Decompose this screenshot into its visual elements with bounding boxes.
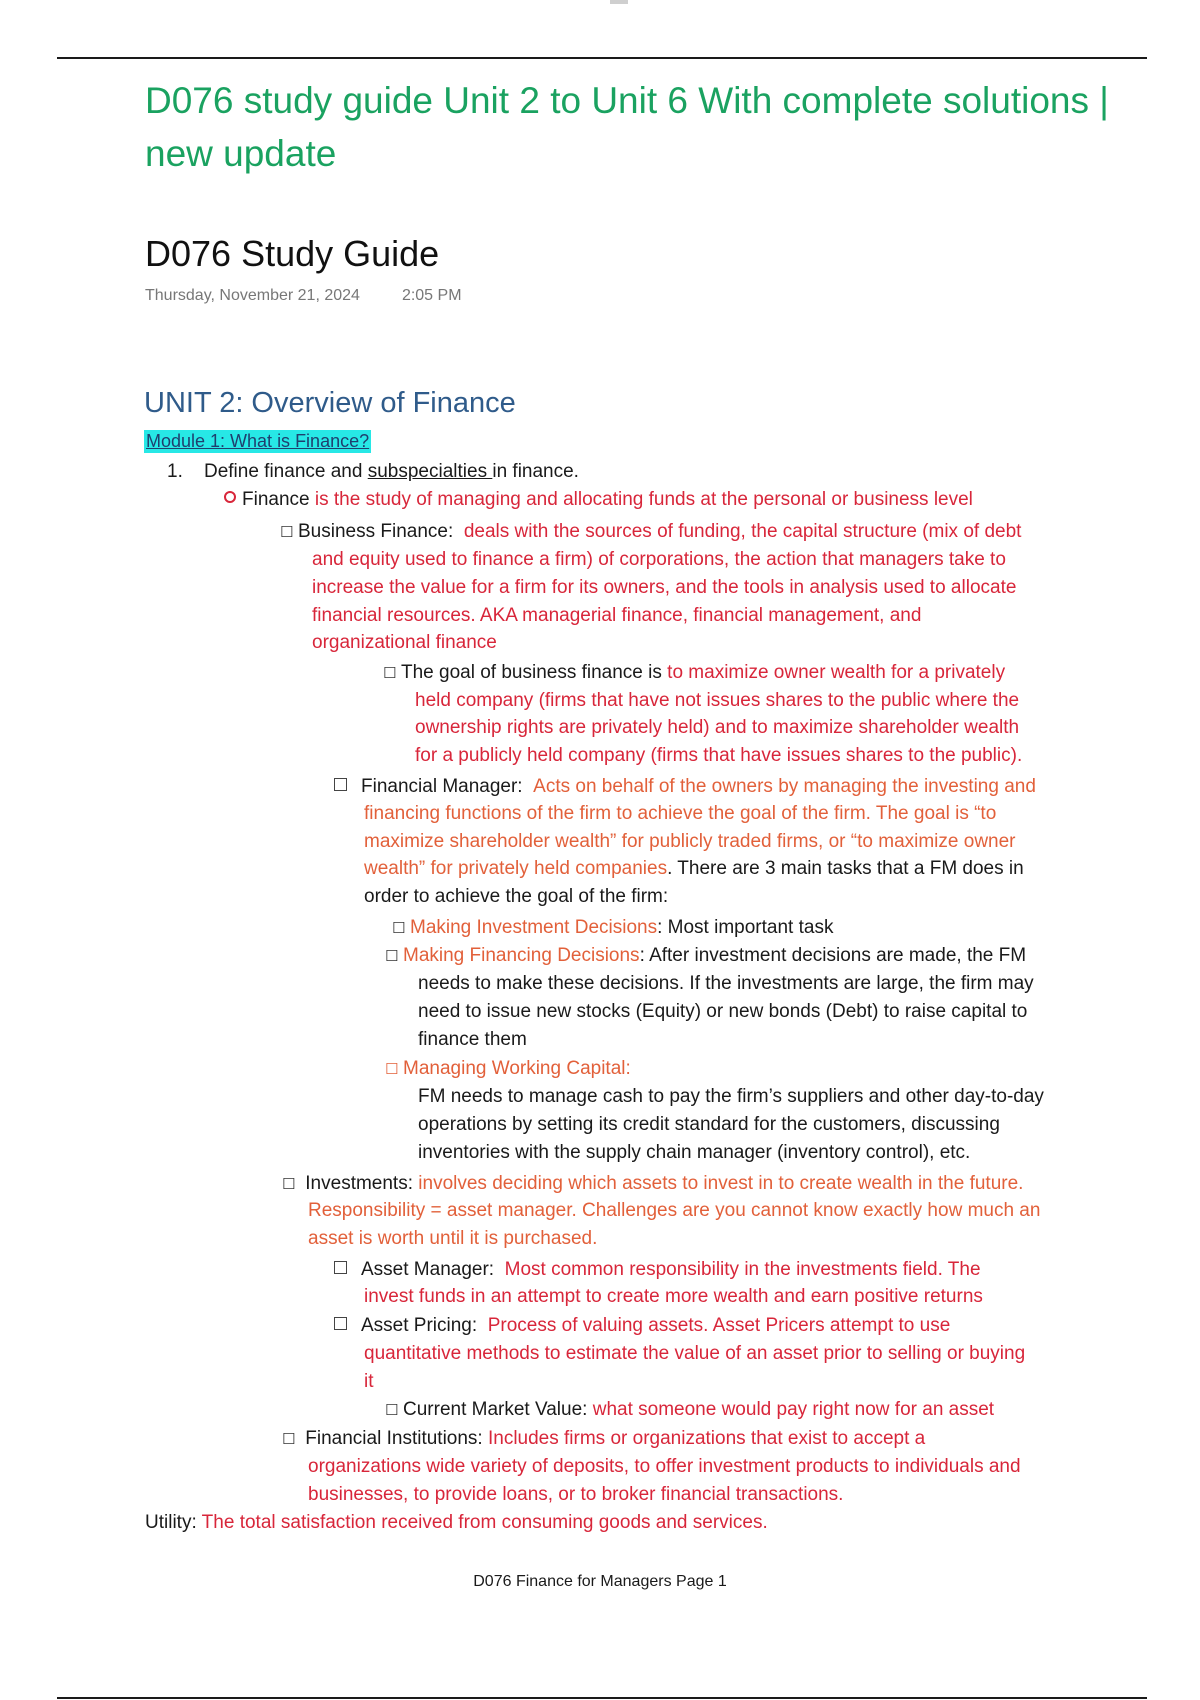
module-heading: Module 1: What is Finance?	[146, 431, 370, 451]
financial-institutions-line-3: businesses, to provide loans, or to broker financial transactions.	[308, 1484, 844, 1505]
task-financing-decisions-line-3: need to issue new stocks (Equity) or new bonds (Debt) to raise capital to	[418, 1001, 1028, 1022]
financial-manager-line-4: wealth” for privately held companies. There are 3 main tasks that a FM does in	[364, 858, 1024, 879]
asset-manager-line-1: Asset Manager: Most common responsibility in the investments field. The	[334, 1258, 981, 1282]
goal-line-4: for a publicly held company (firms that have issues shares to the public).	[415, 745, 1023, 766]
bullet-circle-icon	[224, 491, 236, 503]
asset-pricing-line-1: Asset Pricing: Process of valuing assets. Asset Pricers attempt to use	[334, 1314, 950, 1338]
business-finance-line-5: organizational finance	[312, 632, 497, 653]
financial-institutions-line-1: ☐ Financial Institutions: Includes firms or organizations that exist to accept a	[282, 1427, 925, 1452]
page-footer: D076 Finance for Managers Page 1	[473, 1573, 727, 1590]
missing-glyph-icon: ☐	[392, 920, 406, 937]
financial-manager-line-1: Financial Manager: Acts on behalf of the owners by managing the investing and	[334, 775, 1036, 799]
asset-manager-line-2: invest funds in an attempt to create more wealth and earn positive returns	[364, 1286, 983, 1307]
note-metadata	[145, 287, 462, 305]
missing-glyph-icon: ☐	[282, 1431, 296, 1448]
business-finance-line-3: increase the value for a firm for its owners, and the tools in analysis used to allocate	[312, 577, 1017, 598]
question-1: 1. Define finance and subspecialties in finance.	[167, 461, 579, 482]
financial-manager-line-3: maximize shareholder wealth” for publicly traded firms, or “to maximize owner	[364, 831, 1016, 852]
task-working-capital: ☐ Managing Working Capital:	[385, 1057, 631, 1082]
missing-glyph-icon: ☐	[385, 1402, 399, 1419]
item-number: 1.	[167, 461, 183, 482]
asset-pricing-line-3: it	[364, 1371, 374, 1392]
financial-manager-line-5: order to achieve the goal of the firm:	[364, 886, 669, 907]
investments-line-2: Responsibility = asset manager. Challenges are you cannot know exactly how much an	[308, 1200, 1041, 1221]
business-finance-line-4: financial resources. AKA managerial finance, financial management, and	[312, 605, 922, 626]
working-capital-line-2: operations by setting its credit standard for the customers, discussing	[418, 1114, 1000, 1135]
current-market-value: ☐ Current Market Value: what someone would pay right now for an asset	[385, 1398, 994, 1423]
square-bullet-icon	[334, 1317, 347, 1330]
note-time: 2:05 PM	[401, 287, 462, 304]
goal-line-1: ☐ The goal of business finance is to maximize owner wealth for a privately	[383, 661, 1005, 686]
goal-line-2: held company (firms that have not issues shares to the public where the	[415, 690, 1020, 711]
top-page-marker	[610, 0, 628, 4]
missing-glyph-icon: ☐	[280, 524, 294, 541]
missing-glyph-icon: ☐	[385, 1061, 399, 1078]
financial-manager-line-2: financing functions of the firm to achieve the goal of the firm. The goal is “to	[364, 803, 997, 824]
document-title: D076 study guide Unit 2 to Unit 6 With complete solutions | new update	[145, 80, 1109, 174]
investments-line-3: asset is worth until it is purchased.	[308, 1228, 598, 1249]
task-investment-decisions: ☐ Making Investment Decisions: Most important task	[392, 916, 833, 941]
business-finance-line-2: and equity used to finance a firm) of corporations, the action that managers take to	[312, 549, 1006, 570]
task-financing-decisions-line-4: finance them	[418, 1029, 527, 1050]
top-rule	[57, 57, 1147, 59]
note-date: Thursday, November 21, 2024	[145, 287, 360, 304]
note-title: D076 Study Guide	[145, 233, 440, 274]
missing-glyph-icon: ☐	[385, 948, 399, 965]
working-capital-line-1: FM needs to manage cash to pay the firm’s suppliers and other day-to-day	[418, 1086, 1044, 1107]
financial-institutions-line-2: organizations wide variety of deposits, to offer investment products to individuals and	[308, 1456, 1021, 1477]
missing-glyph-icon: ☐	[282, 1176, 296, 1193]
bottom-rule	[57, 1697, 1147, 1699]
missing-glyph-icon: ☐	[383, 665, 397, 682]
task-financing-decisions-line-1: ☐ Making Financing Decisions: After investment decisions are made, the FM	[385, 944, 1026, 969]
investments-line-1: ☐ Investments: involves deciding which assets to invest in to create wealth in the future.	[282, 1172, 1023, 1197]
square-bullet-icon	[334, 778, 347, 791]
goal-line-3: ownership rights are privately held) and to maximize shareholder wealth	[415, 717, 1020, 738]
asset-pricing-line-2: quantitative methods to estimate the value of an asset prior to selling or buying	[364, 1343, 1026, 1364]
finance-definition: Finance is the study of managing and allocating funds at the personal or business level	[224, 488, 973, 512]
business-finance-line-1: ☐ Business Finance: deals with the sources of funding, the capital structure (mix of debt	[280, 520, 1021, 545]
utility-definition: Utility: The total satisfaction received from consuming goods and services.	[145, 1512, 768, 1533]
unit-heading: UNIT 2: Overview of Finance	[144, 387, 516, 419]
square-bullet-icon	[334, 1261, 347, 1274]
working-capital-line-3: inventories with the supply chain manager (inventory control), etc.	[418, 1142, 971, 1163]
task-financing-decisions-line-2: needs to make these decisions. If the investments are large, the firm may	[418, 973, 1034, 994]
